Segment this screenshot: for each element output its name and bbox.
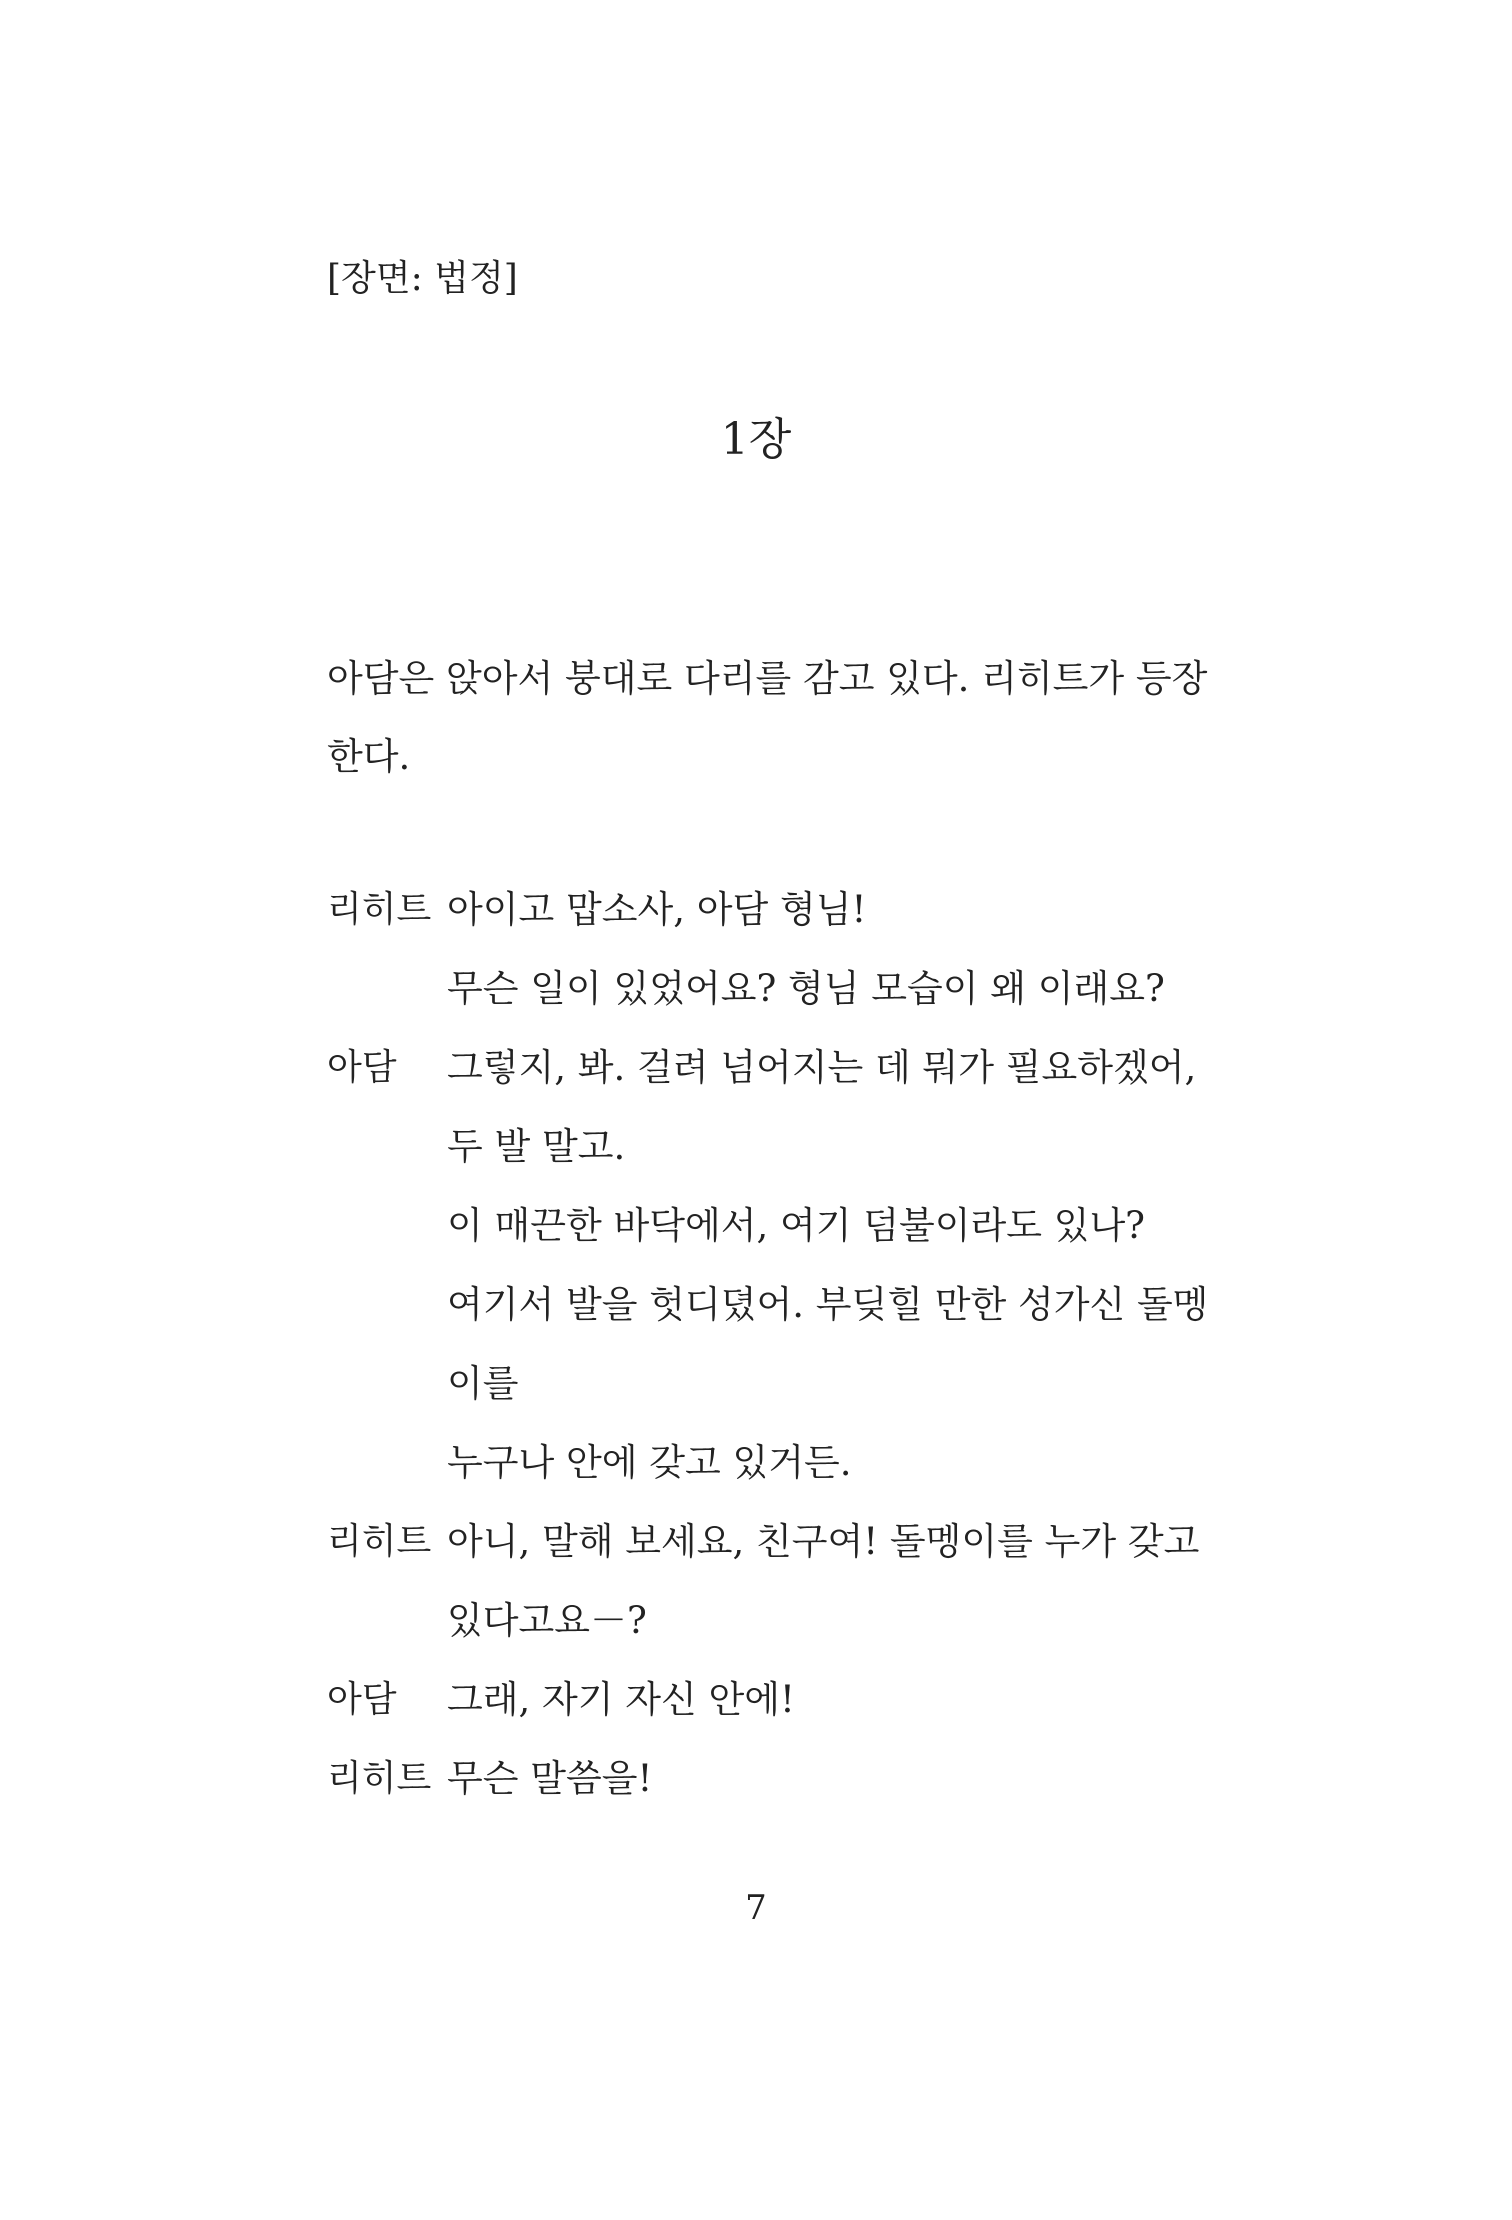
dialogue-line [327,1344,1247,1423]
stage-direction-line: 아담은 앉아서 붕대로 다리를 감고 있다. 리히트가 등장 [327,657,1208,700]
dialogue-text: 두 발 말고. [447,1125,626,1168]
dialogue-text: 무슨 말씀을! [447,1757,653,1800]
speaker-name: 아담 [327,1679,397,1720]
speaker-name: 리히트 [327,1521,432,1562]
dialogue-line [327,1423,1247,1502]
speaker-name: 리히트 [327,1758,432,1799]
dialogue-text: 있다고요－? [447,1599,647,1642]
stage-direction-line: 한다. [327,735,411,778]
stage-direction [327,640,1247,796]
dialogue-line [327,1660,1247,1739]
dialogue-text: 이 매끈한 바닥에서, 여기 덤불이라도 있나? [447,1204,1146,1247]
dialogue-line [327,1107,1247,1186]
dialogue-line [327,1739,1247,1818]
dialogue-line [327,949,1247,1028]
dialogue-block [327,870,1247,1818]
dialogue-line [327,870,1247,949]
dialogue-text: 아니, 말해 보세요, 친구여! 돌멩이를 누가 갖고 [447,1520,1200,1563]
dialogue-line [327,1502,1247,1581]
dialogue-line [327,1028,1247,1107]
dialogue-text: 무슨 일이 있었어요? 형님 모습이 왜 이래요? [447,967,1165,1010]
dialogue-text: 이를 [447,1362,519,1405]
scene-heading: [장면: 법정] [327,258,518,299]
dialogue-line [327,1581,1247,1660]
chapter-title: 1장 [720,414,792,465]
dialogue-line [327,1186,1247,1265]
speaker-name: 아담 [327,1047,397,1088]
speaker-name: 리히트 [327,889,432,930]
dialogue-text: 여기서 발을 헛디뎠어. 부딪힐 만한 성가신 돌멩 [447,1283,1209,1326]
dialogue-text: 아이고 맙소사, 아담 형님! [447,888,867,931]
dialogue-text: 누구나 안에 갖고 있거든. [447,1441,852,1484]
dialogue-text: 그렇지, 봐. 걸려 넘어지는 데 뭐가 필요하겠어, [447,1046,1197,1089]
page-number: 7 [745,1888,767,1928]
dialogue-line [327,1265,1247,1344]
dialogue-text: 그래, 자기 자신 안에! [447,1678,795,1721]
